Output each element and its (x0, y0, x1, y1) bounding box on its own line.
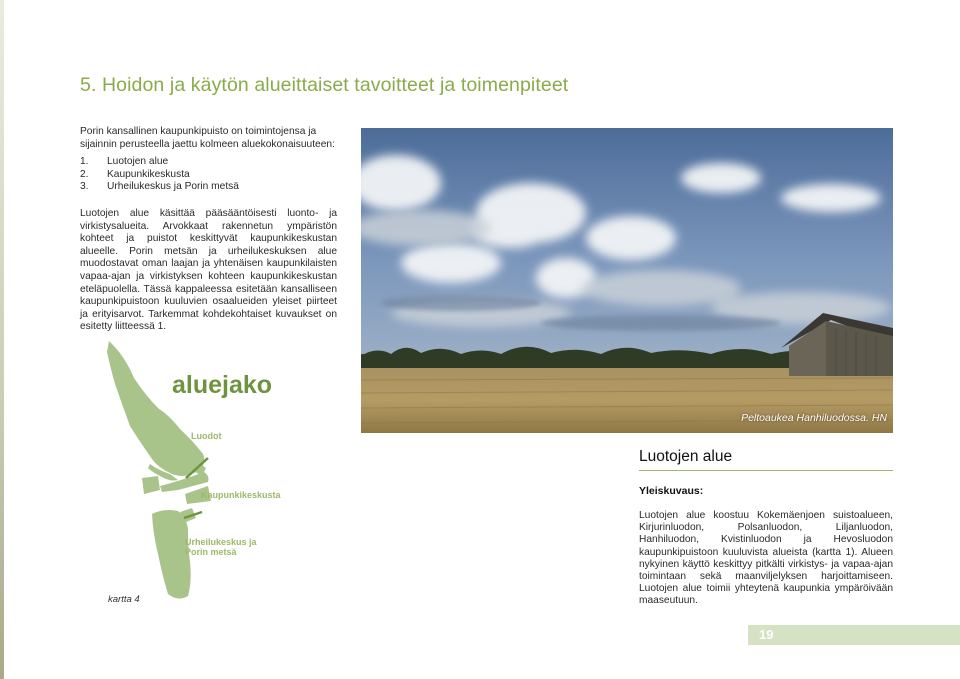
page-edge-strip (0, 0, 4, 679)
landscape-photo (361, 128, 893, 433)
section-divider (639, 470, 893, 471)
map-title: aluejako (172, 371, 273, 399)
list-item (80, 181, 340, 194)
chapter-heading: 5. Hoidon ja käytön alueittaiset tavoitteet ja toimenpiteet (80, 74, 569, 96)
page-number-bar (748, 625, 960, 645)
list-label: Urheilukeskus ja Porin metsä (107, 181, 239, 193)
map-label-urheilukeskus (185, 537, 257, 557)
area-list (80, 156, 340, 194)
section-title: Luotojen alue (639, 448, 733, 465)
section-body: Luotojen alue koostuu Kokemäenjoen suistoalueen, Kirjurinluodon, Polsanluodon, Liljanluodon, Hanhiluodon, Kvistinluodon ja Hevosluodon kaupunkipuistoon kuuluvista alueista (kartta 1). Alueen nykyinen käyttö keskittyy pitkälti virkistys- ja vapaa-ajan toimintaan sekä maanviljelyksen harjoittamiseen. Luotojen alue toimii yhteytenä kaupunkia ympäröivään maaseutuun. (639, 510, 893, 607)
list-number: 2. (80, 168, 89, 180)
section-subheading: Yleiskuvaus: (639, 485, 704, 497)
list-number: 3. (80, 181, 89, 193)
map-label-luodot: Luodot (191, 431, 222, 441)
list-label: Kaupunkikeskusta (107, 168, 190, 180)
map-label-line: Porin metsä (185, 547, 237, 557)
photo-caption: Peltoaukea Hanhiluodossa. HN (741, 412, 887, 424)
intro-block (80, 126, 340, 194)
intro-paragraph: Porin kansallinen kaupunkipuisto on toimintojensa ja sijainnin perusteella jaettu kolmeen aluekokonaisuuteen: (80, 126, 335, 150)
map-label-line: Urheilukeskus ja (185, 537, 257, 547)
list-item (80, 156, 340, 169)
list-item (80, 169, 340, 182)
list-number: 1. (80, 156, 89, 168)
map-reference: kartta 4 (108, 594, 140, 605)
map-label-kaupunkikeskusta: Kaupunkikeskusta (201, 490, 281, 500)
list-label: Luotojen alue (107, 156, 169, 168)
body-paragraph: Luotojen alue käsittää pääsääntöisesti luonto- ja virkistysalueita. Arvokkaat rakennetun ympäristön kohteet ja puistot keskittyvät kaupunkikeskustan alueelle. Porin metsän ja urheilukeskuksen alue muodostavat oman laajan ja yhtenäisen kaupunkilaisten vapaa-ajan ja virkistyksen kohteen kaupunkikeskustan eteläpuolella. Tässä kappaleessa esitetään kansalliseen kaupunkipuistoon kuuluvien osaalueiden yleiset piirteet ja erityisarvot. Tarkemmat kohdekohtaiset kuvaukset on esitetty liitteessä 1. (80, 208, 337, 333)
page-number: 19 (759, 627, 774, 642)
